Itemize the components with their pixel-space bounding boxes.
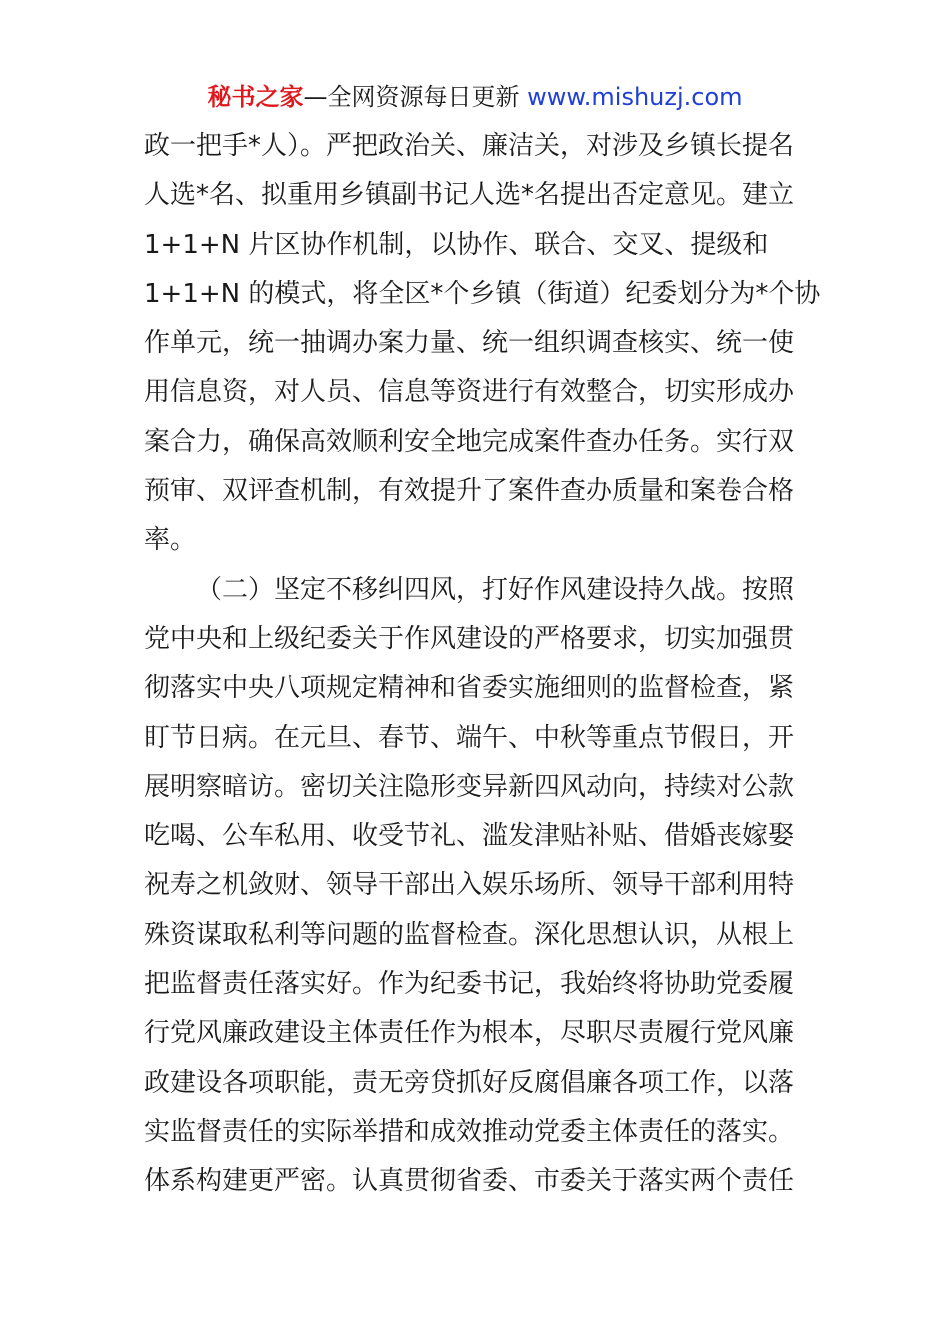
text-line: 党中央和上级纪委关于作风建设的严格要求，切实加强贯	[144, 623, 795, 654]
text-line: 人选*名、拟重用乡镇副书记人选*名提出否定意见。建立	[144, 180, 795, 211]
text-line: 盯节日病。在元旦、春节、端午、中秋等重点节假日，开	[144, 722, 795, 753]
text-line: 作单元，统一抽调办案力量、统一组织调查核实、统一使	[144, 328, 795, 359]
text-line: 实监督责任的实际举措和成效推动党委主体责任的落实。	[144, 1116, 795, 1147]
text-line: 政建设各项职能，责无旁贷抓好反腐倡廉各项工作，以落	[144, 1067, 795, 1098]
text-line: 用信息资，对人员、信息等资进行有效整合，切实形成办	[144, 377, 795, 408]
text-line: 1+1+N 的模式，将全区*个乡镇（街道）纪委划分为*个协	[144, 278, 821, 309]
text-line: 案合力，确保高效顺利安全地完成案件查办任务。实行双	[144, 426, 795, 457]
text-line: 率。	[144, 525, 197, 556]
text-line: 政一把手*人）。严把政治关、廉洁关，对涉及乡镇长提名	[144, 131, 795, 161]
text-line: 体系构建更严密。认真贯彻省委、市委关于落实两个责任	[144, 1166, 795, 1197]
text-line: 预审、双评查机制，有效提升了案件查办质量和案卷合格	[144, 476, 795, 507]
text-line: 把监督责任落实好。作为纪委书记，我始终将协助党委履	[144, 969, 795, 1000]
page-header	[0, 80, 950, 114]
text-line: 祝寿之机敛财、领导干部出入娱乐场所、领导干部利用特	[144, 870, 795, 901]
text-line: 吃喝、公车私用、收受节礼、滥发津贴补贴、借婚丧嫁娶	[144, 821, 795, 852]
document-body	[144, 122, 821, 1207]
section-heading-line: （二）坚定不移纠四风，打好作风建设持久战。按照	[196, 574, 795, 605]
text-line: 殊资谋取私利等问题的监督检查。深化思想认识，从根上	[144, 919, 795, 950]
text-line: 展明察暗访。密切关注隐形变异新四风动向，持续对公款	[144, 771, 795, 802]
text-line: 1+1+N 片区协作机制，以协作、联合、交叉、提级和	[144, 229, 769, 260]
text-line: 行党风廉政建设主体责任作为根本，尽职尽责履行党风廉	[144, 1018, 795, 1049]
header-site-link[interactable]: www.mishuzj.com	[527, 83, 743, 111]
header-tagline: —全网资源每日更新	[303, 83, 528, 111]
text-line: 彻落实中央八项规定精神和省委实施细则的监督检查，紧	[144, 673, 795, 704]
header-brand: 秘书之家	[207, 83, 304, 111]
